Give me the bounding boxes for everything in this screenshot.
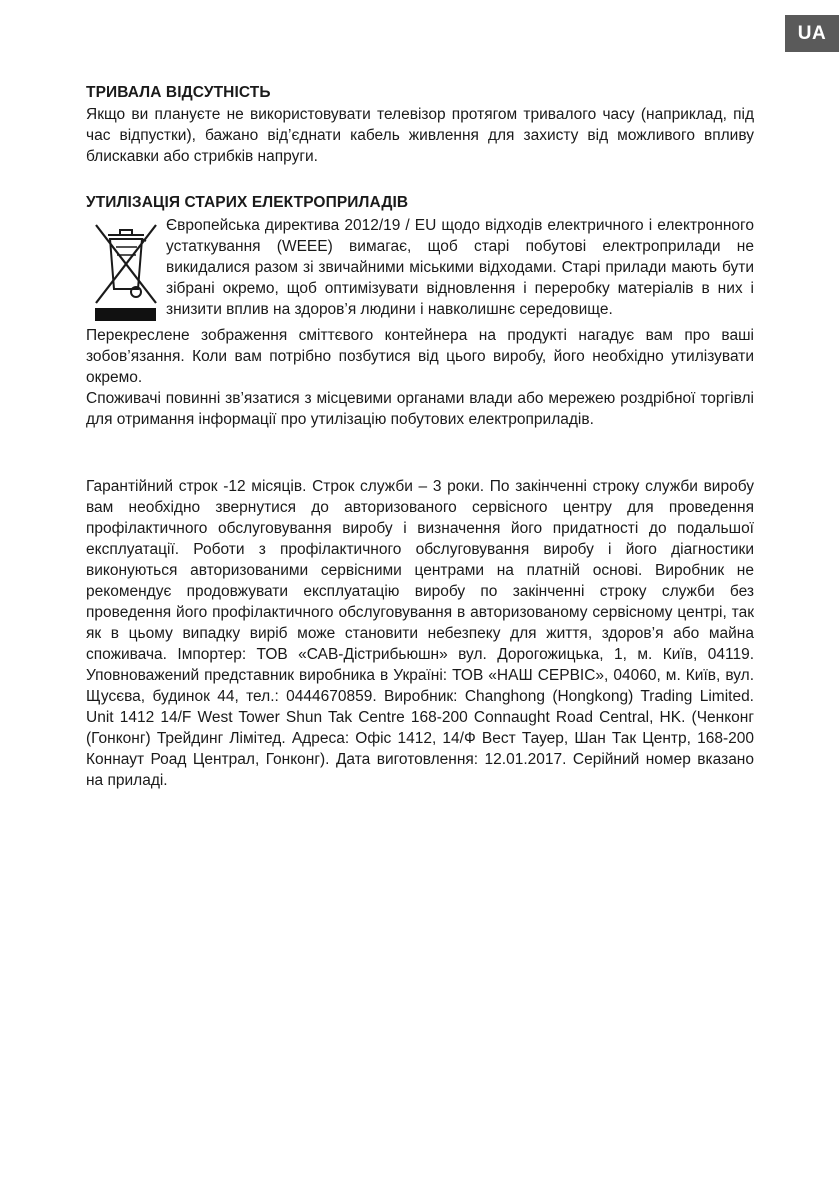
language-tab: UA [785,15,839,52]
long-absence-heading: ТРИВАЛА ВІДСУТНІСТЬ [86,84,271,101]
crossed-out-wheelie-bin-icon [86,215,166,325]
warranty-text: Гарантійний строк -12 місяців. Строк служби – 3 роки. По закінченні строку служби виробу вам необхідно звернутися до авторизованого сервісного центру для проведення профілактичного обслуговування виробу і визначення його придатності до подальшої експлуатації. Роботи з профілактичного обслуговування виробу і його діагностики виконуються авторизованими сервісними центрами на платній основі. Виробник не рекомендує продовжувати експлуатацію виробу по закінченні строку служби без проведення його профілактичного обслуговування в авторизованому сервісному центрі, так як в цьому випадку виріб може становити небезпеку для життя, здоров’я або майна споживача. Імпортер: ТОВ «САВ-Дістрибьюшн» вул. Дорогожицька, 1, м. Київ, 04119. Уповноважений представник виробника в Україні: ТОВ «НАШ СЕРВІС», 04060, м. Київ, вул. Щусєва, будинок 44, тел.: 0444670859. Виробник: Changhong (Hongkong) Trading Limited. Unit 1412 14/F West Tower Shun Tak Centre 168-200 Connaught Road Central, HK. (Ченконг (Гонконг) Трейдинг Лімітед. Адреса: Офіс 1412, 14/Ф Вест Тауер, Шан Так Центр, 168-200 Коннаут Роад Централ, Гонконг). Дата виготовлення: 12.01.2017. Серійний номер вказано на приладі. [86,478,754,789]
weee-black-bar [95,308,156,321]
consumer-contact-text: Споживачі повинні зв’язатися з місцевими органами влади або мережею роздрібної торгівлі для отримання інформації про утилізацію побутових електроприладів. [86,390,754,428]
weee-text-column [166,215,754,320]
warranty-section [86,476,754,791]
long-absence-section [86,82,754,167]
long-absence-text: Якщо ви плануєте не використовувати телевізор протягом тривалого часу (наприклад, під час відпустки), бажано від’єднати кабель живлення для захисту від можливого впливу блискавки або стрибків напруги. [86,106,754,165]
weee-block [86,215,754,325]
page-content [86,82,754,791]
disposal-section [86,192,754,430]
bin-symbol-text: Перекреслене зображення сміттєвого контейнера на продукті нагадує вам про ваші зобов’язання. Коли вам потрібно позбутися від цього виробу, його необхідно утилізувати окремо. [86,327,754,386]
disposal-heading: УТИЛІЗАЦІЯ СТАРИХ ЕЛЕКТРОПРИЛАДІВ [86,194,409,211]
weee-directive-text: Європейська директива 2012/19 / EU щодо відходів електричного і електронного устаткування (WEEE) вимагає, щоб старі побутові електроприлади не викидалися разом зі звичайними міськими відходами. Старі прилади мають бути зібрані окремо, щоб оптимізувати відновлення і переробку матеріалів в них і знизити вплив на здоров’я людини і навколишнє середовище. [166,217,754,318]
